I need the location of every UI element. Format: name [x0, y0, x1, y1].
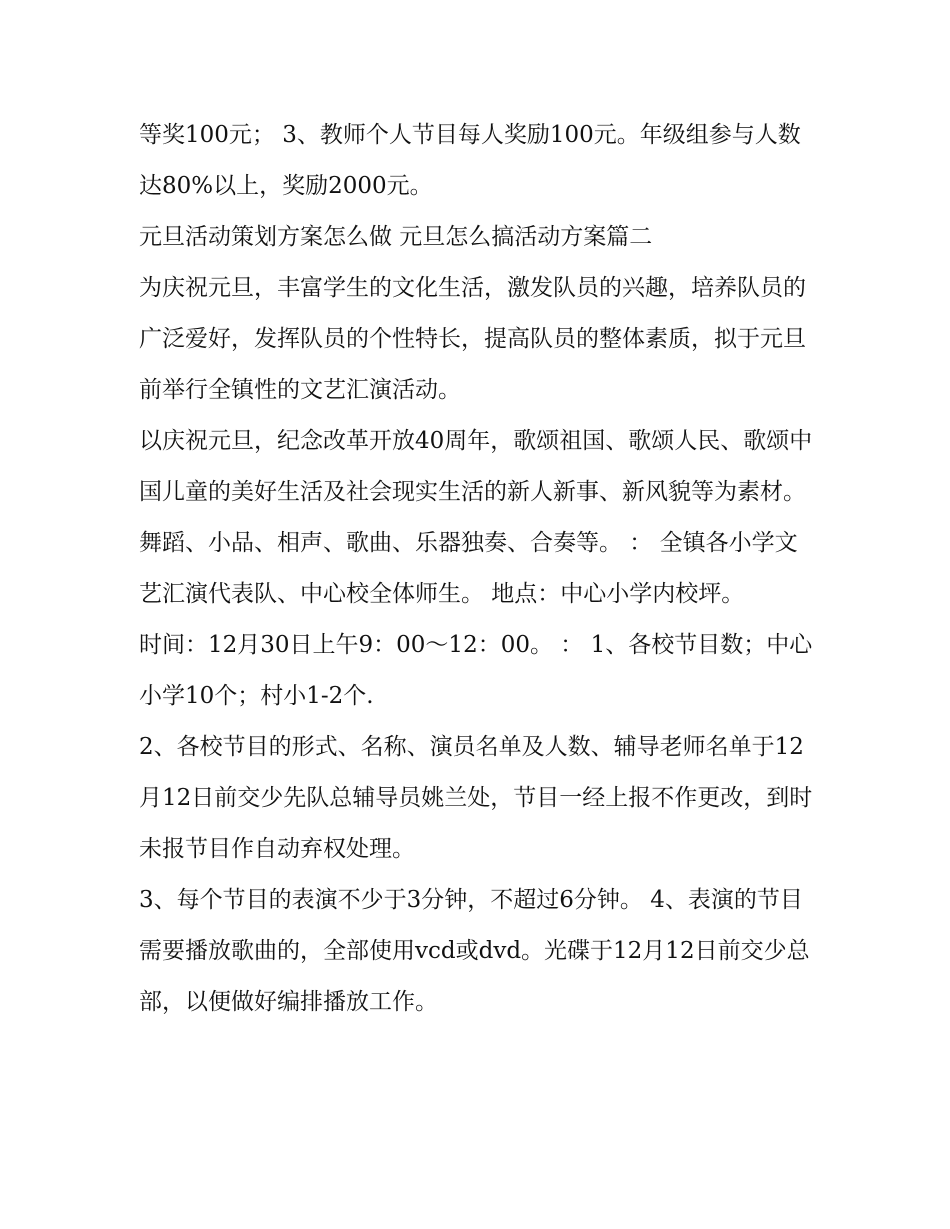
section-heading-plan-two: 元旦活动策划方案怎么做 元旦怎么搞活动方案篇二	[139, 224, 653, 250]
paragraph-award-details: 等奖100元； 3、教师个人节目每人奖励100元。年级组参与人数达80%以上，奖励2000元。	[139, 122, 801, 199]
paragraph-program-types-venue: 舞蹈、小品、相声、歌曲、乐器独奏、合奏等。 ： 全镇各小学文艺汇演代表队、中心校全体师生。 地点：中心小学内校坪。	[139, 530, 798, 607]
paragraph-performance-rules: 3、每个节目的表演不少于3分钟，不超过6分钟。 4、表演的节目需要播放歌曲的，全部使用vcd或dvd。光碟于12月12日前交少总部，以便做好编排播放工作。	[139, 887, 810, 1015]
document-body	[139, 110, 819, 1028]
paragraph-theme: 以庆祝元旦，纪念改革开放40周年，歌颂祖国、歌颂人民、歌颂中国儿童的美好生活及社会现实生活的新人新事、新风貌等为素材。	[139, 428, 813, 505]
paragraph-time-requirements: 时间：12月30日上午9：00～12：00。 ： 1、各校节目数；中心小学10个；村小1-2个.	[139, 632, 813, 709]
paragraph-purpose: 为庆祝元旦，丰富学生的文化生活，激发队员的兴趣，培养队员的广泛爱好，发挥队员的个性特长，提高队员的整体素质，拟于元旦前举行全镇性的文艺汇演活动。	[139, 275, 806, 403]
paragraph-submission-rules: 2、各校节目的形式、名称、演员名单及人数、辅导老师名单于12月12日前交少先队总辅导员姚兰处，节目一经上报不作更改，到时未报节目作自动弃权处理。	[139, 734, 813, 862]
